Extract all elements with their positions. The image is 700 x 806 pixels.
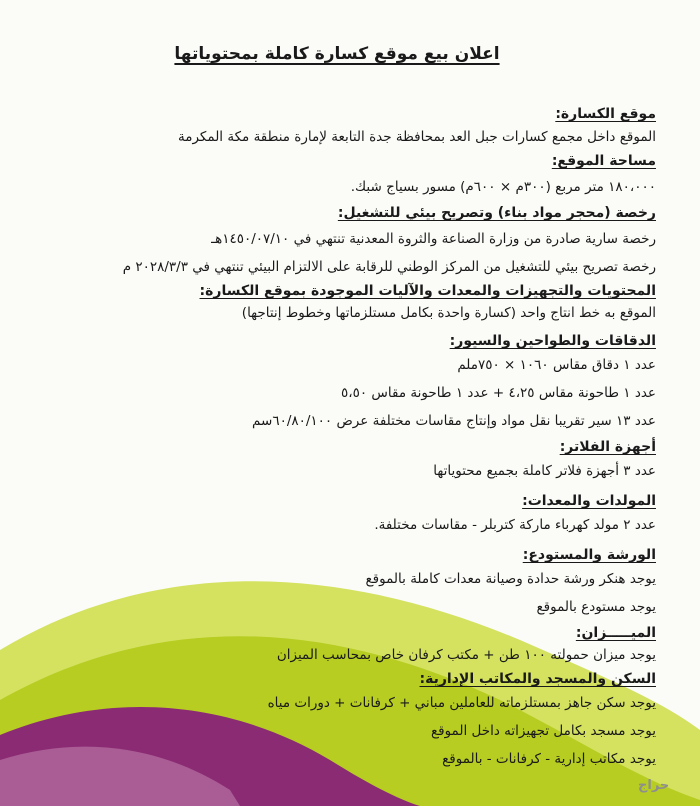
section-heading: المحتويات والتجهيزات والمعدات والآليات الموجودة بموقع الكسارة: bbox=[199, 283, 656, 299]
section-line: رخصة سارية صادرة من وزارة الصناعة والثروة المعدنية تنتهي في ١٤٥٠/٠٧/١٠هـ bbox=[211, 231, 656, 247]
section-line: يوجد ميزان حمولته ١٠٠ طن + مكتب كرفان خاص بمحاسب الميزان bbox=[276, 647, 656, 663]
section-line: الموقع داخل مجمع كسارات جبل العد بمحافظة جدة التابعة لإمارة منطقة مكة المكرمة bbox=[178, 129, 656, 145]
section-line: ١٨٠،٠٠٠ متر مربع (٣٠٠م × ٦٠٠م) مسور بسياج شبك. bbox=[350, 179, 656, 195]
section-heading: أجهزة الفلاتر: bbox=[559, 439, 656, 455]
section-line: عدد ٣ أجهزة فلاتر كاملة بجميع محتوياتها bbox=[433, 463, 656, 479]
section-heading: الورشة والمستودع: bbox=[522, 547, 656, 563]
section-line: يوجد مسجد بكامل تجهيزاته داخل الموقع bbox=[430, 723, 656, 739]
section-location bbox=[18, 104, 656, 147]
section-filters bbox=[18, 437, 656, 481]
section-line: يوجد مكاتب إدارية - كرفانات - بالموقع bbox=[442, 751, 656, 767]
section-line: عدد ١ طاحونة مقاس ٤،٢٥ + عدد ١ طاحونة مقاس ٥،٥٠ bbox=[341, 385, 656, 401]
section-line: يوجد مستودع بالموقع bbox=[536, 599, 656, 615]
section-housing bbox=[18, 669, 656, 769]
section-heading: السكن والمسجد والمكاتب الإدارية: bbox=[419, 671, 656, 687]
section-heading: موقع الكسارة: bbox=[555, 106, 656, 122]
section-workshop bbox=[18, 545, 656, 617]
section-line: رخصة تصريح بيئي للتشغيل من المركز الوطني للرقابة على الالتزام البيئي تنتهي في ٢٠٢٨/٣/٣ م bbox=[122, 259, 656, 275]
section-license bbox=[18, 203, 656, 277]
announcement-content bbox=[0, 44, 700, 769]
section-crushers bbox=[18, 331, 656, 431]
section-line: الموقع به خط انتاج واحد (كسارة واحدة بكامل مستلزماتها وخطوط إنتاجها) bbox=[241, 305, 656, 321]
section-contents bbox=[18, 281, 656, 323]
section-generators bbox=[18, 491, 656, 535]
section-heading: الميـــــزان: bbox=[575, 625, 656, 641]
section-line: يوجد سكن جاهز بمستلزماته للعاملين مباني + كرفانات + دورات مياه bbox=[267, 695, 656, 711]
section-line: يوجد هنكر ورشة حدادة وصيانة معدات كاملة بالموقع bbox=[365, 571, 656, 587]
section-heading: المولدات والمعدات: bbox=[522, 493, 656, 509]
watermark-logo: حراج bbox=[638, 778, 670, 793]
page-title: اعلان بيع موقع كسارة كاملة بمحتوياتها bbox=[174, 44, 500, 64]
section-scale bbox=[18, 623, 656, 665]
section-heading: رخصة (محجر مواد بناء) وتصريح بيئي للتشغيل: bbox=[337, 205, 656, 221]
section-line: عدد ٢ مولد كهرباء ماركة كتربلر - مقاسات مختلفة. bbox=[374, 517, 656, 533]
section-heading: الدقاقات والطواحين والسيور: bbox=[449, 333, 656, 349]
section-line: عدد ١٣ سير تقريبا نقل مواد وإنتاج مقاسات مختلفة عرض ٦٠/٨٠/١٠٠سم bbox=[252, 413, 656, 429]
section-area bbox=[18, 151, 656, 197]
section-heading: مساحة الموقع: bbox=[551, 153, 656, 169]
section-line: عدد ١ دقاق مقاس ١٠٦٠ × ٧٥٠ملم bbox=[457, 357, 656, 373]
